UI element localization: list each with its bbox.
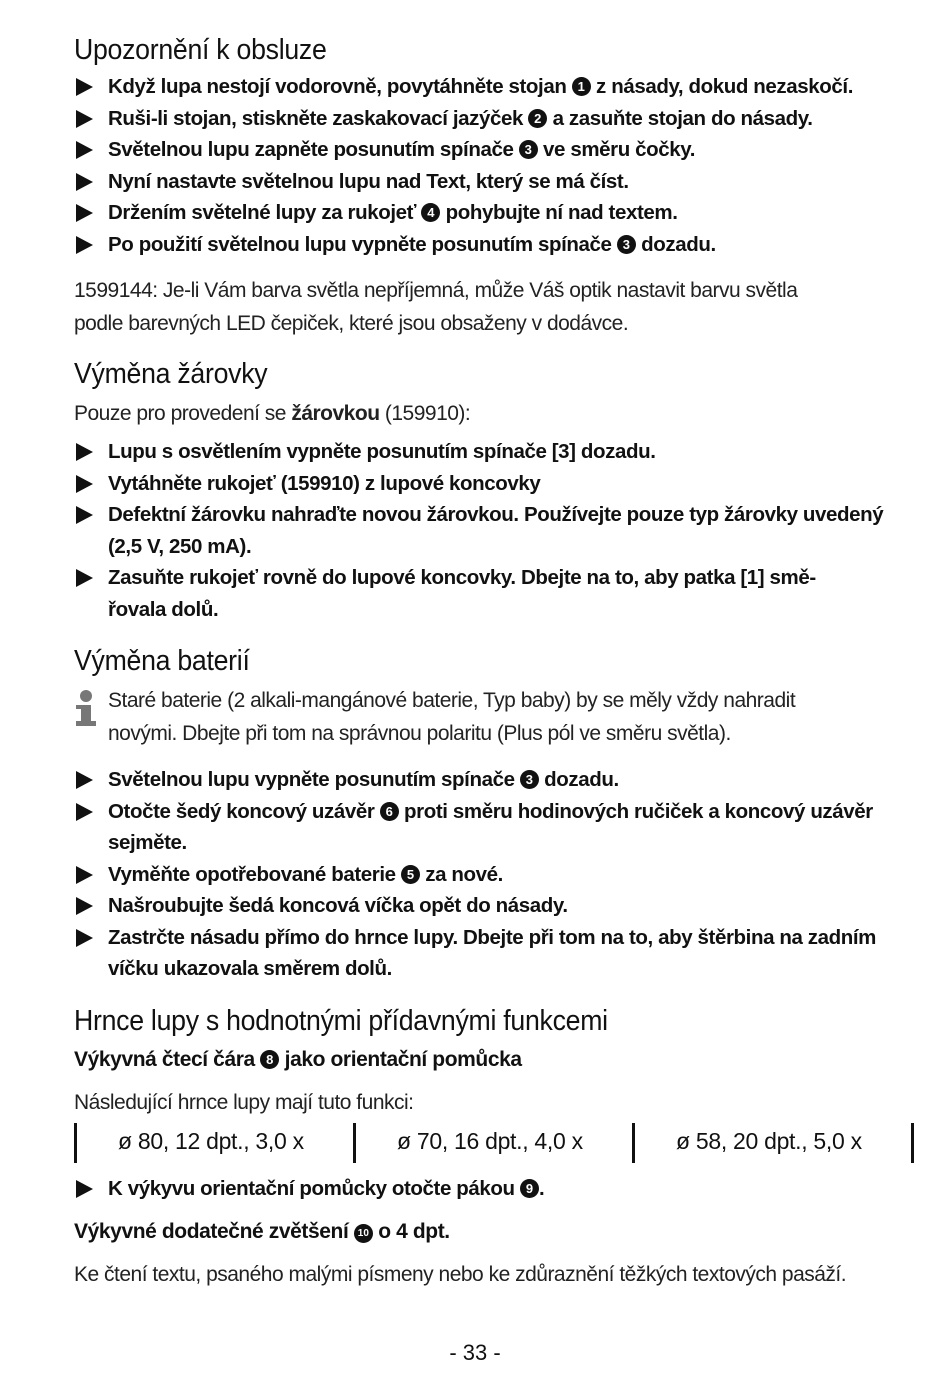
bullet-arrow-icon	[76, 569, 93, 587]
divider	[74, 1123, 77, 1163]
operation-list	[74, 71, 904, 260]
magnification-text: Ke čtení textu, psaného malými písmeny nebo ke zdůraznění těžkých textových pasáží.	[74, 1263, 847, 1286]
list-item: Vyměňte opotřebované baterie 5 za nové.	[74, 859, 904, 891]
callout-number: 3	[519, 140, 538, 159]
list-item: Když lupa nestojí vodorovně, povytáhněte stojan 1 z násady, dokud nezaskočí.	[74, 71, 904, 103]
callout-number: 2	[528, 109, 547, 128]
color-note: 1599144: Je-li Vám barva světla nepříjemná, může Váš optik nastavit barvu světla podle barevných LED čepiček, které jsou obsaženy v dodávce.	[74, 279, 798, 335]
page-number: - 33 -	[449, 1340, 501, 1365]
section-heading-batteries: Výměna baterií	[74, 645, 250, 677]
list-item: Zasuňte rukojeť rovně do lupové koncovky. Dbejte na to, aby patka [1] smě- řovala dolů.	[74, 562, 904, 625]
list-item: Otočte šedý koncový uzávěr 6 proti směru hodinových ručiček a koncový uzávěr sejměte.	[74, 796, 904, 859]
subheading-magnification: Výkyvné dodatečné zvětšení 10 o 4 dpt.	[74, 1220, 450, 1243]
callout-number: 10	[354, 1224, 373, 1243]
bullet-arrow-icon	[76, 803, 93, 821]
bullet-arrow-icon	[76, 78, 93, 96]
list-item: Defektní žárovku nahraďte novou žárovkou. Používejte pouze typ žárovky uvedený (2,5 V, 250 mA).	[74, 499, 904, 562]
callout-number: 3	[617, 235, 636, 254]
section-heading-operation: Upozornění k obsluze	[74, 34, 327, 66]
list-item: K výkyvu orientační pomůcky otočte pákou 9 .	[74, 1173, 904, 1205]
lens-spec: ø 80, 12 dpt., 3,0 x	[118, 1127, 304, 1154]
bullet-arrow-icon	[76, 1180, 93, 1198]
manual-page	[74, 28, 904, 1291]
callout-number: 4	[421, 203, 440, 222]
list-item: Světelnou lupu vypněte posunutím spínače 3 dozadu.	[74, 764, 904, 796]
info-icon	[74, 690, 98, 730]
list-item: Zastrčte násadu přímo do hrnce lupy. Dbejte při tom na to, aby štěrbina na zadním víčku ukazovala směrem dolů.	[74, 922, 904, 985]
callout-number: 1	[572, 77, 591, 96]
callout-number: 9	[520, 1179, 539, 1198]
callout-number: 8	[260, 1050, 279, 1069]
bullet-arrow-icon	[76, 506, 93, 524]
callout-number: 3	[520, 770, 539, 789]
lens-spec-row	[74, 1123, 904, 1167]
bullet-arrow-icon	[76, 866, 93, 884]
divider	[911, 1123, 914, 1163]
section-heading-bulb: Výměna žárovky	[74, 358, 268, 390]
bulb-intro: Pouze pro provedení se žárovkou (159910):	[74, 402, 471, 425]
list-item: Po použití světelnou lupu vypněte posunutím spínače 3 dozadu.	[74, 229, 904, 261]
divider	[353, 1123, 356, 1163]
bullet-arrow-icon	[76, 771, 93, 789]
battery-list	[74, 764, 904, 985]
callout-number: 6	[380, 802, 399, 821]
bullet-arrow-icon	[76, 897, 93, 915]
bullet-arrow-icon	[76, 141, 93, 159]
callout-number: 5	[401, 865, 420, 884]
list-item: Nyní nastavte světelnou lupu nad Text, který se má číst.	[74, 166, 904, 198]
list-item: Lupu s osvětlením vypněte posunutím spínače [3] dozadu.	[74, 436, 904, 468]
lens-spec: ø 70, 16 dpt., 4,0 x	[397, 1127, 583, 1154]
bullet-arrow-icon	[76, 204, 93, 222]
bullet-arrow-icon	[76, 236, 93, 254]
bullet-arrow-icon	[76, 443, 93, 461]
subheading-reading-line: Výkyvná čtecí čára 8 jako orientační pomůcka	[74, 1047, 522, 1071]
battery-info-note: Staré baterie (2 alkali-mangánové baterie, Typ baby) by se měly vždy nahradit novými. Dbejte při tom na správnou polaritu (Plus pól ve směru světla).	[74, 684, 904, 750]
list-item: Světelnou lupu zapněte posunutím spínače 3 ve směru čočky.	[74, 134, 904, 166]
features-list	[74, 1173, 904, 1205]
section-heading-features: Hrnce lupy s hodnotnými přídavnými funkcemi	[74, 1004, 608, 1037]
list-item: Držením světelné lupy za rukojeť 4 pohybujte ní nad textem.	[74, 197, 904, 229]
list-item: Vytáhněte rukojeť (159910) z lupové koncovky	[74, 468, 904, 500]
list-item: Ruši-li stojan, stiskněte zaskakovací jazýček 2 a zasuňte stojan do násady.	[74, 103, 904, 135]
bullet-arrow-icon	[76, 929, 93, 947]
bullet-arrow-icon	[76, 475, 93, 493]
lens-spec: ø 58, 20 dpt., 5,0 x	[676, 1127, 862, 1154]
features-intro: Následující hrnce lupy mají tuto funkci:	[74, 1090, 414, 1114]
divider	[632, 1123, 635, 1163]
list-item: Našroubujte šedá koncová víčka opět do násady.	[74, 890, 904, 922]
bullet-arrow-icon	[76, 110, 93, 128]
bulb-list	[74, 436, 904, 625]
bullet-arrow-icon	[76, 173, 93, 191]
